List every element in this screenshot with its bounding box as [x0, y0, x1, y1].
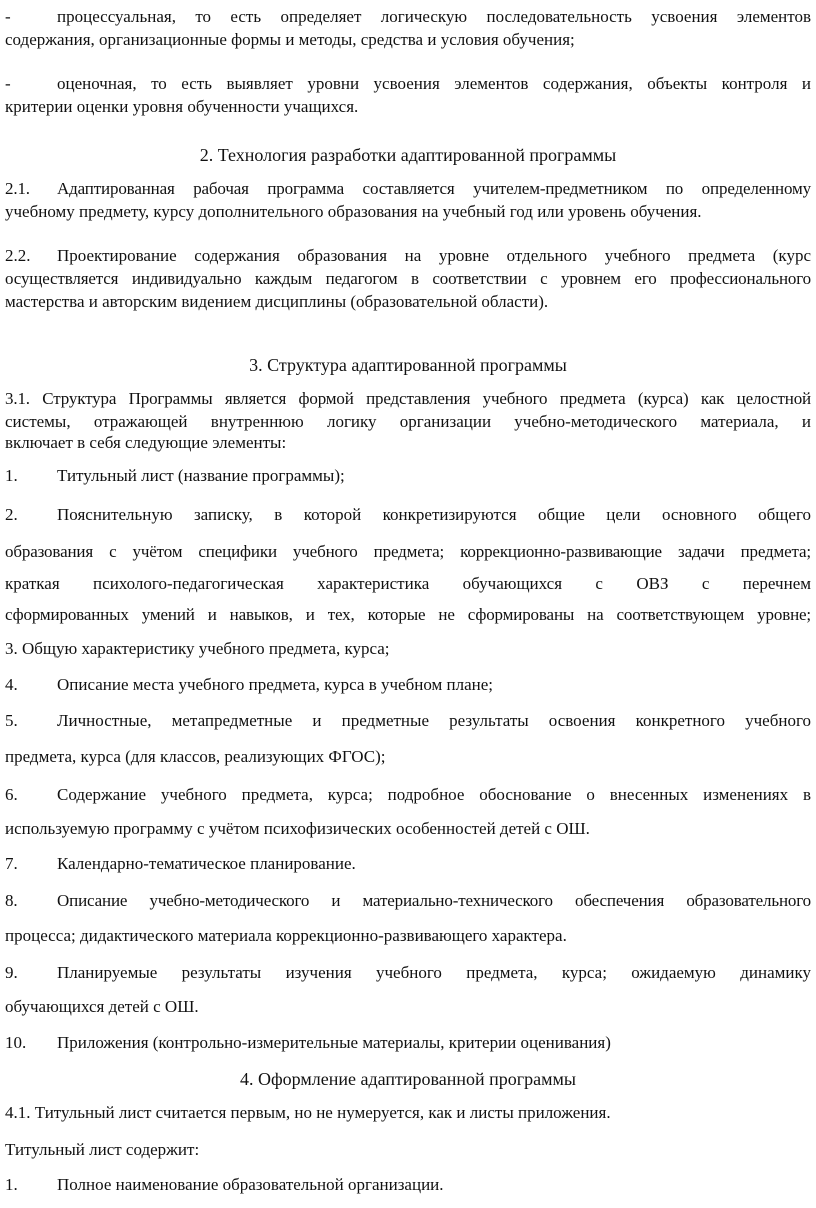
list-item-text: Титульный лист (название программы); — [57, 466, 345, 485]
list-item-continuation — [5, 573, 811, 595]
list-item-number: 1. — [5, 466, 18, 485]
list-item — [5, 504, 811, 526]
list-item-number: 10. — [5, 1033, 27, 1052]
list-item-text: предмета, курса (для классов, реализующих ФГОС); — [5, 747, 386, 766]
s4-p1-text: 4.1. Титульный лист считается первым, но не нумеруется, как и листы приложения. — [5, 1103, 611, 1122]
list-item — [5, 853, 811, 875]
s4-p1 — [5, 1102, 811, 1124]
list-item-continuation — [5, 541, 811, 563]
list-item — [5, 465, 811, 487]
section-4-heading: 4. Оформление адаптированной программы — [239, 1069, 577, 1089]
section-3-heading: 3. Структура адаптированной программы — [249, 355, 567, 375]
s3-intro-text-3: включает в себя следующие элементы: — [5, 433, 287, 452]
list-item-number: 5. — [5, 711, 18, 730]
list-item-text: 3. Общую характеристику учебного предмета, курса; — [5, 639, 390, 658]
list-item-continuation — [5, 746, 811, 768]
s4-p2-text: Титульный лист содержит: — [5, 1140, 200, 1159]
s2-p2-number: 2.2. — [5, 246, 31, 265]
list-item-number: 9. — [5, 963, 18, 982]
list-item — [5, 784, 811, 806]
s3-intro-line-1 — [5, 388, 811, 410]
list-item-text: Планируемые результаты изучения учебного предмета, курса; ожидаемую динамику — [57, 963, 811, 982]
eval-line-2 — [5, 96, 811, 118]
eval-text-1: оценочная, то есть выявляет уровни усвоения элементов содержания, объекты контроля и — [57, 74, 811, 93]
list-item — [5, 890, 811, 912]
process-line-2 — [5, 29, 811, 51]
list-item — [5, 1174, 811, 1196]
eval-marker: - — [5, 74, 11, 93]
list-item-number: 2. — [5, 505, 18, 524]
list-item-text: Календарно-тематическое планирование. — [57, 854, 356, 873]
list-item-text: краткая психолого-педагогическая характеристика обучающихся с ОВЗ с перечнем — [5, 574, 811, 593]
s2-p2-text-1: Проектирование содержания образования на уровне отдельного учебного предмета (курс — [57, 246, 811, 265]
list-item-text: сформированных умений и навыков, и тех, которые не сформированы на соответствующем уровне; — [5, 605, 811, 624]
s2-p2-line-1 — [5, 245, 811, 267]
process-line-1 — [5, 6, 811, 28]
s3-intro-line-2 — [5, 411, 811, 433]
list-item — [5, 710, 811, 732]
section-2-heading: 2. Технология разработки адаптированной программы — [199, 145, 617, 165]
list-item — [5, 674, 811, 696]
list-item — [5, 638, 811, 660]
list-item-text: образования с учётом специфики учебного предмета; коррекционно-развивающие задачи предмета; — [5, 542, 811, 561]
s4-p2 — [5, 1139, 811, 1161]
list-item-continuation — [5, 996, 811, 1018]
s2-p1-text-2: учебному предмету, курсу дополнительного образования на учебный год или уровень обучения. — [5, 202, 702, 221]
list-item-number: 8. — [5, 891, 18, 910]
list-item-number: 4. — [5, 675, 18, 694]
s2-p1-text-1: Адаптированная рабочая программа составляется учителем-предметником по определенному — [57, 179, 811, 198]
list-item-number: 7. — [5, 854, 18, 873]
s2-p1-number: 2.1. — [5, 179, 30, 198]
s2-p2-line-2 — [5, 268, 811, 290]
process-text-2: содержания, организационные формы и методы, средства и условия обучения; — [5, 30, 575, 49]
s2-p1-line-2 — [5, 201, 811, 223]
s2-p2-text-2: осуществляется индивидуально каждым педагогом в соответствии с уровнем его профессионального — [5, 269, 811, 288]
list-item-continuation — [5, 818, 811, 840]
process-marker: - — [5, 7, 11, 26]
list-item-text: используемую программу с учётом психофизических особенностей детей с ОШ. — [5, 819, 590, 838]
s3-intro-line-3 — [5, 432, 811, 454]
list-item-text: Приложения (контрольно-измерительные материалы, критерии оценивания) — [57, 1033, 611, 1052]
s2-p2-text-3: мастерства и авторским видением дисциплины (образовательной области). — [5, 292, 549, 311]
list-item-text: Описание учебно-методического и материально-технического обеспечения образовательного — [57, 891, 811, 910]
process-text-1: процессуальная, то есть определяет логическую последовательность усвоения элементов — [57, 7, 811, 26]
list-item-text: Пояснительную записку, в которой конкретизируются общие цели основного общего — [57, 505, 811, 524]
eval-text-2: критерии оценки уровня обученности учащихся. — [5, 97, 359, 116]
list-item-number: 6. — [5, 785, 18, 804]
list-item-text: Описание места учебного предмета, курса в учебном плане; — [57, 675, 494, 694]
eval-line-1 — [5, 73, 811, 95]
s2-p1-line-1 — [5, 178, 811, 200]
list-item-text: процесса; дидактического материала коррекционно-развивающего характера. — [5, 926, 567, 945]
list-item — [5, 962, 811, 984]
s2-p2-line-3 — [5, 291, 811, 313]
list-item-number: 1. — [5, 1175, 18, 1194]
s3-intro-text-1: 3.1. Структура Программы является формой представления учебного предмета (курса) как целостной — [5, 389, 811, 408]
s3-intro-text-2: системы, отражающей внутреннюю логику организации учебно-методического материала, и — [5, 412, 811, 431]
list-item-text: Личностные, метапредметные и предметные результаты освоения конкретного учебного — [57, 711, 811, 730]
list-item-text: обучающихся детей с ОШ. — [5, 997, 199, 1016]
list-item-text: Содержание учебного предмета, курса; подробное обоснование о внесенных изменениях в — [57, 785, 811, 804]
list-item-continuation — [5, 925, 811, 947]
list-item — [5, 1032, 811, 1054]
list-item-continuation — [5, 604, 811, 626]
list-item-text: Полное наименование образовательной организации. — [57, 1175, 444, 1194]
